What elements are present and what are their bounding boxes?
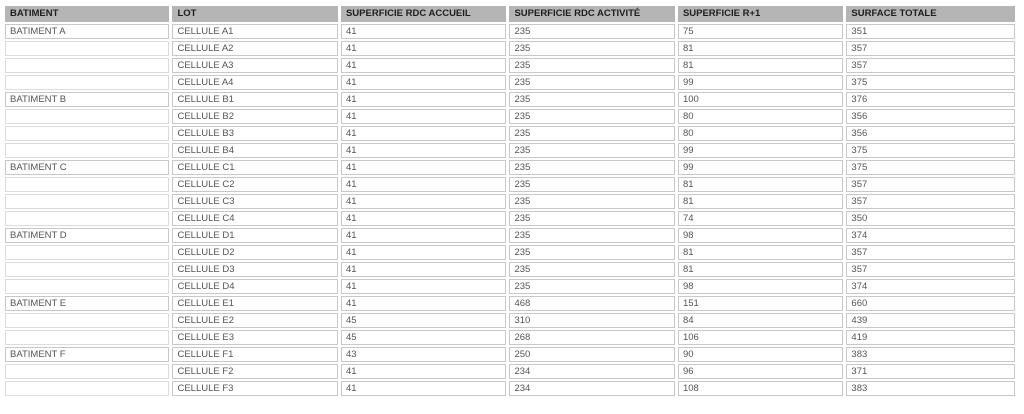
cell-lot: CELLULE A1 (172, 24, 337, 39)
cell-superficie-rdc-accueil: 41 (341, 160, 506, 175)
cell-superficie-rdc-activite: 468 (509, 296, 674, 311)
cell-batiment (5, 194, 169, 209)
cell-superficie-rdc-accueil: 45 (341, 313, 506, 328)
cell-superficie-rdc-activite: 235 (509, 211, 674, 226)
cell-batiment: BATIMENT A (5, 24, 169, 39)
cell-lot: CELLULE D3 (172, 262, 337, 277)
cell-superficie-rdc-activite: 310 (509, 313, 674, 328)
cell-superficie-r1: 74 (678, 211, 843, 226)
cell-superficie-rdc-accueil: 41 (341, 279, 506, 294)
cell-superficie-r1: 99 (678, 143, 843, 158)
cell-surface-totale: 357 (846, 194, 1015, 209)
cell-superficie-rdc-accueil: 41 (341, 75, 506, 90)
table-row (5, 296, 1015, 311)
cell-superficie-r1: 151 (678, 296, 843, 311)
cell-surface-totale: 375 (846, 75, 1015, 90)
cell-lot: CELLULE D4 (172, 279, 337, 294)
cell-superficie-r1: 90 (678, 347, 843, 362)
cell-superficie-rdc-activite: 235 (509, 245, 674, 260)
cell-surface-totale: 375 (846, 160, 1015, 175)
cell-superficie-r1: 100 (678, 92, 843, 107)
table-row (5, 364, 1015, 379)
table-row (5, 109, 1015, 124)
cell-superficie-r1: 81 (678, 177, 843, 192)
cell-lot: CELLULE C2 (172, 177, 337, 192)
cell-surface-totale: 383 (846, 381, 1015, 396)
table-row (5, 58, 1015, 73)
cell-batiment (5, 330, 169, 345)
cell-batiment: BATIMENT F (5, 347, 169, 362)
cell-superficie-rdc-activite: 235 (509, 75, 674, 90)
table-row (5, 211, 1015, 226)
cell-lot: CELLULE C4 (172, 211, 337, 226)
cell-superficie-r1: 80 (678, 109, 843, 124)
cell-superficie-rdc-activite: 235 (509, 279, 674, 294)
cell-superficie-r1: 81 (678, 262, 843, 277)
cell-superficie-rdc-accueil: 41 (341, 228, 506, 243)
cell-superficie-rdc-accueil: 41 (341, 109, 506, 124)
cell-batiment (5, 126, 169, 141)
table-header (5, 6, 1015, 22)
surface-table-container (2, 4, 1018, 398)
cell-batiment (5, 381, 169, 396)
cell-superficie-r1: 108 (678, 381, 843, 396)
cell-lot: CELLULE D2 (172, 245, 337, 260)
cell-superficie-r1: 106 (678, 330, 843, 345)
cell-surface-totale: 357 (846, 58, 1015, 73)
cell-superficie-rdc-accueil: 41 (341, 126, 506, 141)
cell-superficie-rdc-activite: 235 (509, 143, 674, 158)
cell-superficie-r1: 84 (678, 313, 843, 328)
cell-lot: CELLULE B4 (172, 143, 337, 158)
cell-batiment: BATIMENT E (5, 296, 169, 311)
cell-superficie-rdc-accueil: 41 (341, 177, 506, 192)
cell-batiment (5, 109, 169, 124)
header-surface-totale: SURFACE TOTALE (846, 6, 1015, 22)
cell-surface-totale: 357 (846, 41, 1015, 56)
table-row (5, 330, 1015, 345)
table-row (5, 143, 1015, 158)
cell-superficie-rdc-activite: 235 (509, 92, 674, 107)
cell-superficie-r1: 81 (678, 245, 843, 260)
cell-surface-totale: 374 (846, 228, 1015, 243)
cell-superficie-rdc-activite: 235 (509, 177, 674, 192)
cell-batiment (5, 58, 169, 73)
cell-superficie-r1: 99 (678, 75, 843, 90)
cell-batiment (5, 313, 169, 328)
cell-surface-totale: 351 (846, 24, 1015, 39)
cell-surface-totale: 357 (846, 245, 1015, 260)
cell-surface-totale: 356 (846, 109, 1015, 124)
cell-lot: CELLULE F1 (172, 347, 337, 362)
cell-superficie-rdc-accueil: 41 (341, 211, 506, 226)
cell-superficie-rdc-accueil: 41 (341, 262, 506, 277)
cell-superficie-rdc-accueil: 41 (341, 41, 506, 56)
cell-batiment (5, 211, 169, 226)
cell-surface-totale: 383 (846, 347, 1015, 362)
cell-lot: CELLULE C3 (172, 194, 337, 209)
cell-superficie-rdc-accueil: 43 (341, 347, 506, 362)
cell-surface-totale: 350 (846, 211, 1015, 226)
cell-lot: CELLULE B1 (172, 92, 337, 107)
header-superficie-rdc-accueil: SUPERFICIE RDC ACCUEIL (341, 6, 506, 22)
table-row (5, 41, 1015, 56)
cell-lot: CELLULE C1 (172, 160, 337, 175)
cell-superficie-rdc-accueil: 41 (341, 143, 506, 158)
cell-superficie-r1: 80 (678, 126, 843, 141)
cell-superficie-rdc-accueil: 45 (341, 330, 506, 345)
cell-superficie-r1: 99 (678, 160, 843, 175)
cell-lot: CELLULE E1 (172, 296, 337, 311)
cell-lot: CELLULE B2 (172, 109, 337, 124)
cell-superficie-rdc-activite: 235 (509, 194, 674, 209)
cell-superficie-rdc-activite: 235 (509, 160, 674, 175)
cell-superficie-rdc-accueil: 41 (341, 58, 506, 73)
table-row (5, 228, 1015, 243)
cell-superficie-rdc-activite: 234 (509, 381, 674, 396)
cell-surface-totale: 357 (846, 262, 1015, 277)
cell-batiment (5, 75, 169, 90)
cell-superficie-r1: 81 (678, 58, 843, 73)
cell-batiment: BATIMENT D (5, 228, 169, 243)
table-row (5, 126, 1015, 141)
table-row (5, 177, 1015, 192)
cell-superficie-rdc-activite: 235 (509, 58, 674, 73)
cell-lot: CELLULE A3 (172, 58, 337, 73)
cell-surface-totale: 376 (846, 92, 1015, 107)
cell-surface-totale: 419 (846, 330, 1015, 345)
cell-batiment (5, 245, 169, 260)
cell-surface-totale: 374 (846, 279, 1015, 294)
table-row (5, 24, 1015, 39)
cell-superficie-rdc-activite: 268 (509, 330, 674, 345)
cell-superficie-r1: 98 (678, 279, 843, 294)
cell-superficie-rdc-activite: 234 (509, 364, 674, 379)
table-body (5, 24, 1015, 396)
header-superficie-r1: SUPERFICIE R+1 (678, 6, 843, 22)
cell-batiment: BATIMENT C (5, 160, 169, 175)
cell-superficie-rdc-activite: 250 (509, 347, 674, 362)
table-row (5, 262, 1015, 277)
cell-lot: CELLULE E2 (172, 313, 337, 328)
cell-batiment (5, 262, 169, 277)
cell-batiment: BATIMENT B (5, 92, 169, 107)
cell-superficie-rdc-activite: 235 (509, 41, 674, 56)
table-row (5, 381, 1015, 396)
cell-superficie-rdc-activite: 235 (509, 24, 674, 39)
table-row (5, 245, 1015, 260)
table-row (5, 75, 1015, 90)
cell-superficie-rdc-accueil: 41 (341, 92, 506, 107)
cell-batiment (5, 364, 169, 379)
cell-batiment (5, 279, 169, 294)
cell-superficie-rdc-accueil: 41 (341, 381, 506, 396)
header-superficie-rdc-activite: SUPERFICIE RDC ACTIVITÉ (509, 6, 674, 22)
cell-superficie-r1: 96 (678, 364, 843, 379)
cell-superficie-rdc-accueil: 41 (341, 194, 506, 209)
table-row (5, 160, 1015, 175)
cell-superficie-rdc-activite: 235 (509, 228, 674, 243)
cell-batiment (5, 177, 169, 192)
cell-surface-totale: 357 (846, 177, 1015, 192)
cell-surface-totale: 371 (846, 364, 1015, 379)
cell-lot: CELLULE F3 (172, 381, 337, 396)
cell-superficie-rdc-accueil: 41 (341, 296, 506, 311)
cell-superficie-rdc-activite: 235 (509, 126, 674, 141)
header-batiment: BATIMENT (5, 6, 169, 22)
cell-superficie-r1: 98 (678, 228, 843, 243)
cell-superficie-rdc-accueil: 41 (341, 364, 506, 379)
cell-surface-totale: 356 (846, 126, 1015, 141)
table-row (5, 313, 1015, 328)
cell-superficie-r1: 81 (678, 194, 843, 209)
cell-lot: CELLULE B3 (172, 126, 337, 141)
cell-surface-totale: 660 (846, 296, 1015, 311)
cell-batiment (5, 41, 169, 56)
table-row (5, 279, 1015, 294)
cell-superficie-rdc-accueil: 41 (341, 24, 506, 39)
cell-superficie-rdc-activite: 235 (509, 109, 674, 124)
cell-lot: CELLULE A2 (172, 41, 337, 56)
cell-lot: CELLULE F2 (172, 364, 337, 379)
cell-batiment (5, 143, 169, 158)
header-lot: LOT (172, 6, 337, 22)
table-row (5, 347, 1015, 362)
cell-superficie-r1: 75 (678, 24, 843, 39)
cell-lot: CELLULE E3 (172, 330, 337, 345)
header-row (5, 6, 1015, 22)
cell-lot: CELLULE A4 (172, 75, 337, 90)
cell-superficie-rdc-activite: 235 (509, 262, 674, 277)
cell-superficie-r1: 81 (678, 41, 843, 56)
cell-surface-totale: 375 (846, 143, 1015, 158)
cell-superficie-rdc-accueil: 41 (341, 245, 506, 260)
cell-surface-totale: 439 (846, 313, 1015, 328)
table-row (5, 194, 1015, 209)
surface-table (2, 4, 1018, 398)
table-row (5, 92, 1015, 107)
cell-lot: CELLULE D1 (172, 228, 337, 243)
